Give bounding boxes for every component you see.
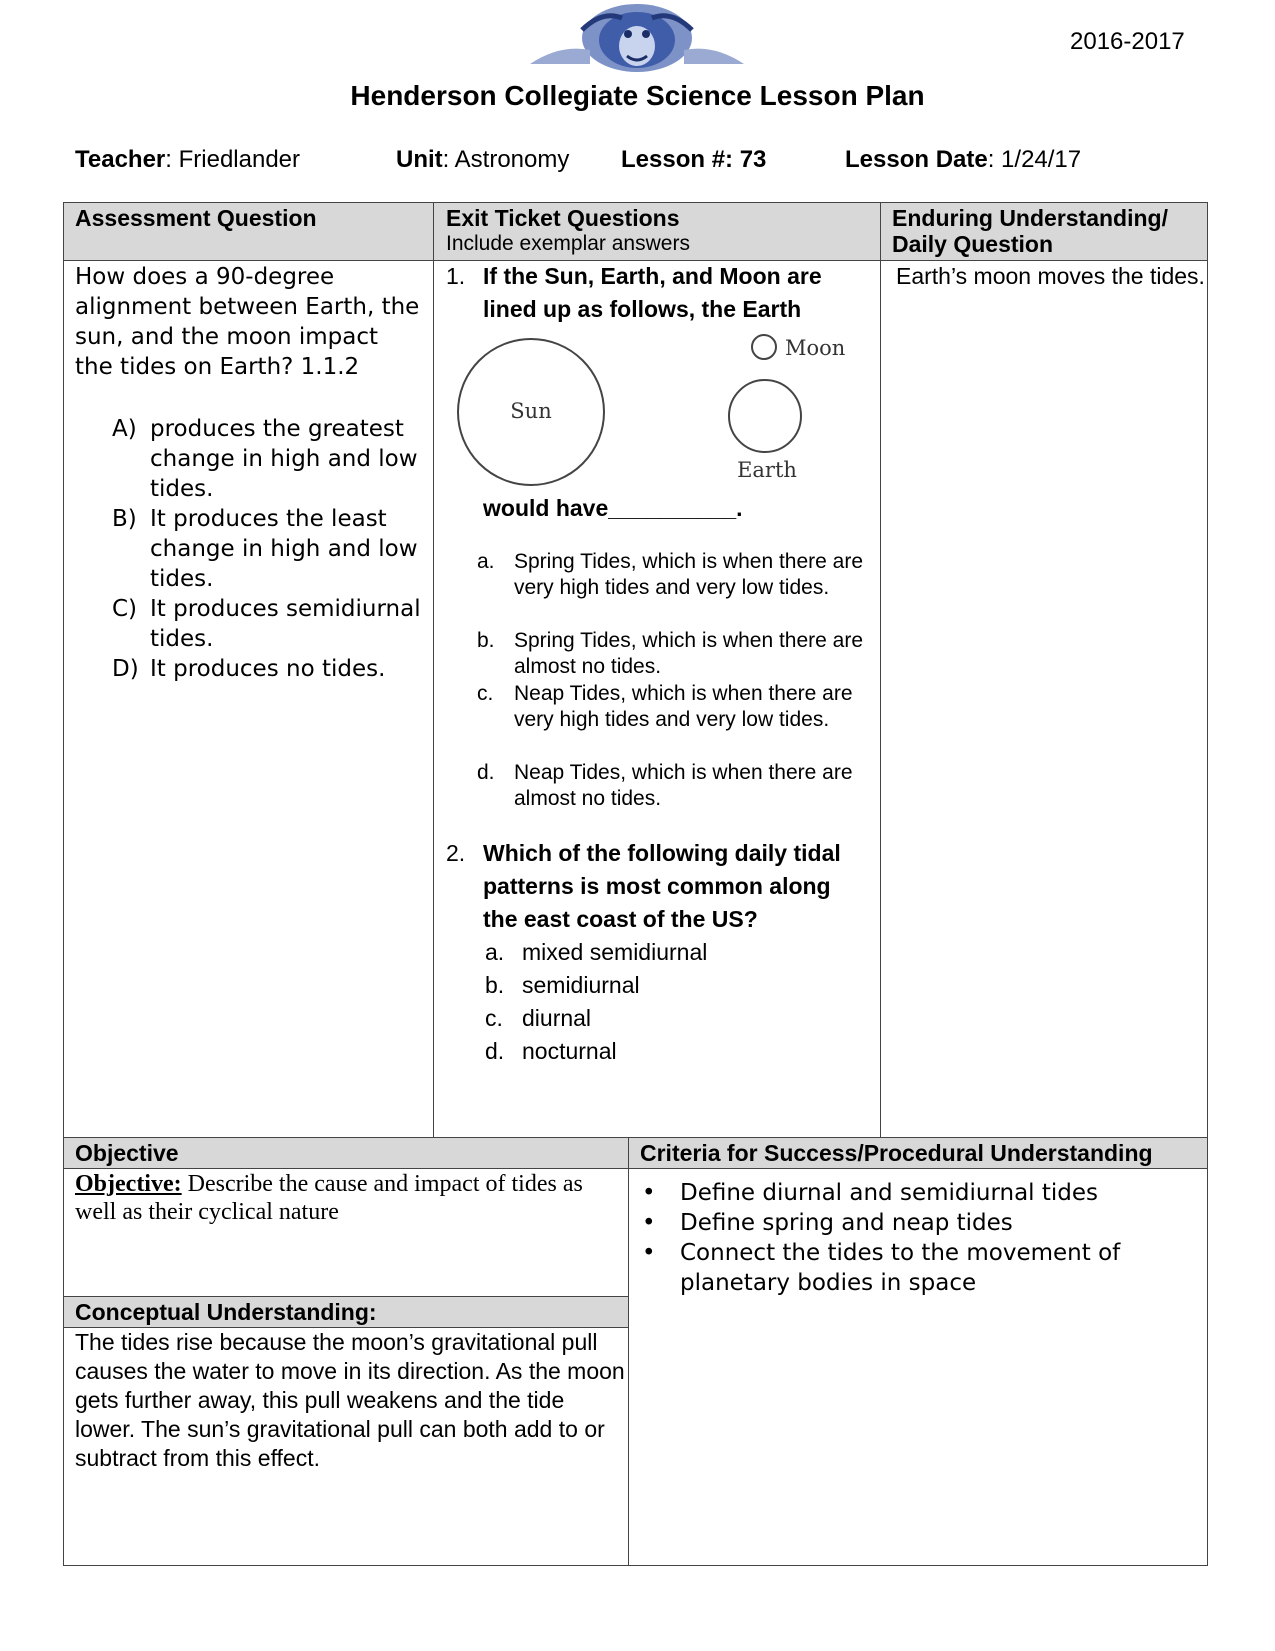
criteria-item xyxy=(638,1238,1158,1298)
enduring-answer: Earth’s moon moves the tides. xyxy=(896,263,1205,289)
q1-option xyxy=(477,760,877,812)
q2-option xyxy=(485,970,640,1000)
option-label: d. xyxy=(477,761,495,784)
table-right-border xyxy=(1207,202,1208,1566)
option-label: D) xyxy=(112,656,139,682)
objective-header: Objective xyxy=(75,1140,179,1166)
assessment-option xyxy=(112,594,422,654)
option-text: Spring Tides, which is when there are very high tides and very low tides. xyxy=(514,550,864,599)
question-2-number: 2. xyxy=(446,840,466,866)
teacher-value: : Friedlander xyxy=(165,146,301,173)
criteria-item xyxy=(638,1208,1158,1238)
assessment-options xyxy=(112,414,422,684)
teacher-field xyxy=(75,146,300,174)
criteria-text: Define diurnal and semidiurnal tides xyxy=(680,1180,1099,1206)
q1-option xyxy=(477,681,877,733)
option-text: It produces the least change in high and low tides. xyxy=(150,506,418,592)
option-text: Spring Tides, which is when there are almost no tides. xyxy=(514,629,864,678)
concept-top-border xyxy=(63,1296,628,1297)
assessment-option xyxy=(112,654,422,684)
option-label: a. xyxy=(485,939,505,965)
unit-label: Unit xyxy=(396,146,443,173)
q2-option xyxy=(485,1003,591,1033)
lesson-info-row xyxy=(75,146,1225,176)
assessment-option xyxy=(112,414,422,504)
unit-value: : Astronomy xyxy=(442,146,570,173)
option-text: semidiurnal xyxy=(522,972,640,998)
table-bottom-border xyxy=(63,1565,1207,1566)
option-text: diurnal xyxy=(522,1005,592,1031)
col-divider-1 xyxy=(433,202,434,1138)
table-mid-border xyxy=(63,1137,1207,1138)
earth-circle xyxy=(729,380,801,452)
table-left-border xyxy=(63,202,64,1566)
exit-ticket-subtitle: Include exemplar answers xyxy=(446,232,690,255)
option-label: A) xyxy=(112,416,137,442)
option-label: a. xyxy=(477,550,495,573)
bullet-icon: • xyxy=(642,1180,656,1206)
option-label: B) xyxy=(112,506,137,532)
moon-label: Moon xyxy=(785,336,846,360)
option-text: produces the greatest change in high and low tides. xyxy=(150,416,418,502)
objective-body xyxy=(75,1170,615,1226)
assessment-header: Assessment Question xyxy=(75,205,317,231)
exit-ticket-title: Exit Ticket Questions xyxy=(446,205,680,231)
lesson-date-label: Lesson Date xyxy=(845,146,988,173)
question-2-text: Which of the following daily tidal patterns is most common along the east coast of the US? xyxy=(483,840,841,932)
q1-option xyxy=(477,628,877,680)
table-top-border xyxy=(63,202,1207,203)
option-text: nocturnal xyxy=(522,1038,617,1064)
sun-earth-moon-diagram xyxy=(455,328,855,488)
enduring-header xyxy=(892,205,1168,257)
option-label: d. xyxy=(485,1038,505,1064)
moon-circle xyxy=(752,335,776,359)
earth-label: Earth xyxy=(737,458,797,482)
teacher-label: Teacher xyxy=(75,146,166,173)
assessment-option xyxy=(112,504,422,594)
criteria-text: Connect the tides to the movement of planetary bodies in space xyxy=(680,1240,1121,1296)
col-divider-2 xyxy=(880,202,881,1138)
question-1-number: 1. xyxy=(446,263,466,289)
option-label: b. xyxy=(485,972,505,998)
question-1-text: If the Sun, Earth, and Moon are lined up as follows, the Earth xyxy=(483,263,822,322)
q2-option xyxy=(485,937,707,967)
exit-ticket-header xyxy=(446,205,690,257)
enduring-title: Enduring Understanding/ xyxy=(892,205,1168,231)
option-text: It produces no tides. xyxy=(150,656,386,682)
option-text: Neap Tides, which is when there are very high tides and very low tides. xyxy=(514,682,853,731)
bullet-icon: • xyxy=(642,1210,656,1236)
option-text: mixed semidiurnal xyxy=(522,939,708,965)
option-label: b. xyxy=(477,629,495,652)
criteria-item xyxy=(638,1178,1158,1208)
option-text: It produces semidiurnal tides. xyxy=(150,596,421,652)
concept-body: The tides rise because the moon’s gravitational pull causes the water to move in its direction. As the moon gets further away, this pull weakens and the tide lower. The sun’s gravitational pull can both add to or subtract from this effect. xyxy=(75,1329,625,1471)
unit-field xyxy=(396,146,569,174)
option-label: c. xyxy=(477,682,494,705)
question-1-blank: would have__________. xyxy=(483,495,743,521)
q2-option xyxy=(485,1036,617,1066)
option-label: C) xyxy=(112,596,138,622)
school-year: 2016-2017 xyxy=(1070,28,1185,55)
criteria-text: Define spring and neap tides xyxy=(680,1210,1013,1236)
criteria-list xyxy=(638,1178,1158,1298)
option-label: c. xyxy=(485,1005,503,1031)
table-mid-header-border xyxy=(63,1168,1207,1169)
school-logo-lion-icon xyxy=(510,0,764,76)
sun-label: Sun xyxy=(510,399,552,423)
q1-option xyxy=(477,549,877,601)
assessment-question: How does a 90-degree alignment between Earth, the sun, and the moon impact the tides on Earth? 1.1.2 xyxy=(75,264,420,380)
lesson-number: Lesson #: 73 xyxy=(621,146,767,173)
page-title: Henderson Collegiate Science Lesson Plan xyxy=(350,80,925,111)
lesson-date-value: : 1/24/17 xyxy=(987,146,1082,173)
daily-question-title: Daily Question xyxy=(892,231,1054,257)
bullet-icon: • xyxy=(642,1240,656,1266)
objective-label: Objective: xyxy=(75,1171,182,1197)
lesson-number-field xyxy=(621,146,766,174)
criteria-header: Criteria for Success/Procedural Understanding xyxy=(640,1140,1153,1166)
option-text: Neap Tides, which is when there are almost no tides. xyxy=(514,761,853,810)
lesson-date-field xyxy=(845,146,1081,174)
objective-text: Describe the cause and impact of tides as well as their cyclical nature xyxy=(75,1171,583,1225)
concept-header: Conceptual Understanding: xyxy=(75,1299,377,1325)
